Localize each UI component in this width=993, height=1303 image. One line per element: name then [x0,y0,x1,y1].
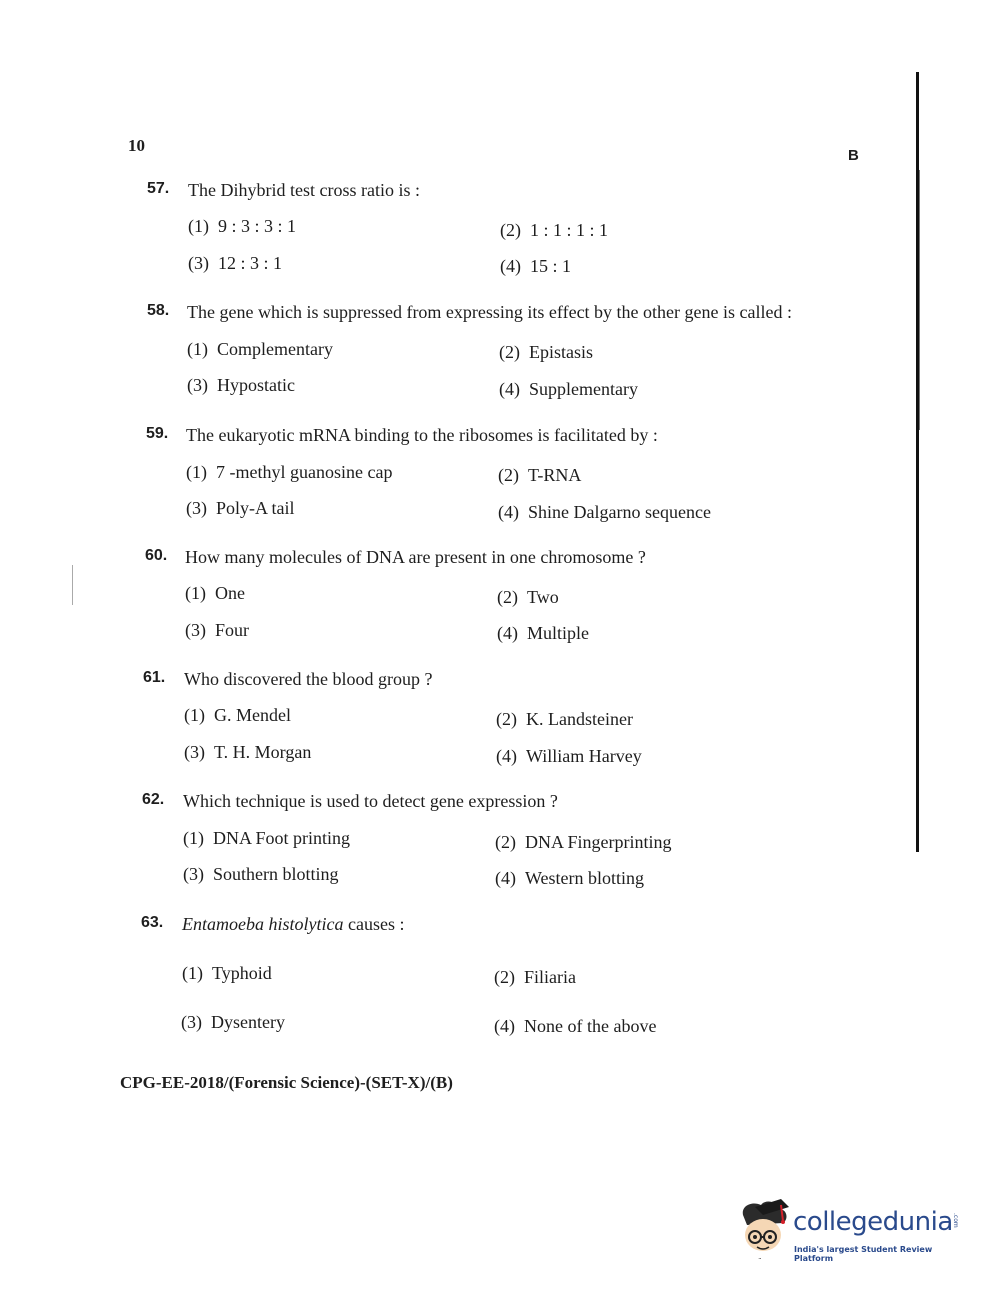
page-number: 10 [128,136,145,155]
option-text: Western blotting [525,868,645,888]
option-text: DNA Foot printing [213,828,351,848]
question-text [182,914,404,935]
option-text: Southern blotting [213,864,339,884]
option-1 [188,216,296,237]
option-2 [500,220,608,241]
collegedunia-logo [735,1195,965,1265]
option-number: (4) [500,256,521,276]
question-text: The gene which is suppressed from expressing its effect by the other gene is called : [187,302,792,322]
option-1 [183,828,350,849]
option-3 [183,864,339,885]
option-number: (1) [182,963,203,983]
option-number: (2) [500,220,521,240]
question-text: Who discovered the blood group ? [184,669,433,689]
option-text: T-RNA [528,465,582,485]
option-text: 15 : 1 [530,256,572,276]
question-text: How many molecules of DNA are present in one chromosome ? [185,547,646,567]
option-number: (3) [181,1012,202,1032]
question-number: 59. [146,425,169,442]
option-text: None of the above [524,1016,657,1036]
option-number: (4) [495,868,516,888]
option-number: (4) [497,623,518,643]
option-1 [186,462,392,483]
organism-name: Entamoeba histolytica [182,914,344,934]
option-number: (2) [499,342,520,362]
exam-code-footer: CPG-EE-2018/(Forensic Science)-(SET-X)/(B) [120,1073,453,1092]
margin-mark [72,565,73,605]
option-number: (1) [185,583,206,603]
option-number: (3) [184,742,205,762]
question-text-rest: causes : [343,914,405,934]
option-number: (2) [497,587,518,607]
option-number: (1) [188,216,209,236]
option-text: Four [215,620,250,640]
option-3 [186,498,295,519]
option-text: 12 : 3 : 1 [218,253,283,273]
option-text: Supplementary [529,379,638,399]
question-text: Which technique is used to detect gene expression ? [183,791,558,811]
option-3 [188,253,282,274]
option-text: 1 : 1 : 1 : 1 [530,220,609,240]
question-number: 61. [143,669,166,686]
option-text: Multiple [527,623,589,643]
option-number: (3) [186,498,207,518]
option-number: (1) [186,462,207,482]
option-2 [498,465,581,486]
option-number: (2) [498,465,519,485]
option-text: Two [527,587,559,607]
question-number: 62. [142,791,165,808]
option-number: (3) [183,864,204,884]
option-4 [500,256,571,277]
binding-edge-shadow [919,170,920,430]
option-2 [494,967,576,988]
question-number: 58. [147,302,170,319]
option-2 [497,587,559,608]
option-text: Dysentery [211,1012,285,1032]
mascot-icon [735,1195,793,1259]
option-text: William Harvey [526,746,642,766]
option-text: T. H. Morgan [214,742,312,762]
question-number: 57. [147,180,170,197]
option-1 [182,963,272,984]
option-number: (1) [184,705,205,725]
option-number: (1) [187,339,208,359]
option-2 [496,709,633,730]
option-text: Epistasis [529,342,594,362]
option-2 [499,342,593,363]
question-text: The eukaryotic mRNA binding to the ribosomes is facilitated by : [186,425,658,445]
option-1 [187,339,333,360]
option-1 [185,583,245,604]
option-number: (4) [499,379,520,399]
option-number: (4) [494,1016,515,1036]
option-text: G. Mendel [214,705,291,725]
option-number: (4) [498,502,519,522]
question-text: The Dihybrid test cross ratio is : [188,180,420,200]
question-number: 60. [145,547,168,564]
option-number: (2) [494,967,515,987]
option-3 [185,620,249,641]
option-number: (1) [183,828,204,848]
option-text: Hypostatic [217,375,295,395]
option-4 [498,502,711,523]
option-number: (3) [185,620,206,640]
option-3 [181,1012,285,1033]
option-number: (3) [188,253,209,273]
logo-tagline: India's largest Student Review Platform [794,1245,933,1263]
option-number: (4) [496,746,517,766]
logo-wordmark: collegedunia [793,1207,953,1237]
option-text: Shine Dalgarno sequence [528,502,711,522]
option-text: Complementary [217,339,333,359]
question-number: 63. [141,914,164,931]
option-text: Typhoid [212,963,272,983]
option-number: (2) [496,709,517,729]
option-4 [495,868,644,889]
option-3 [187,375,295,396]
option-number: (3) [187,375,208,395]
option-text: One [215,583,245,603]
option-4 [494,1016,656,1037]
option-text: 9 : 3 : 3 : 1 [218,216,297,236]
option-1 [184,705,291,726]
option-text: K. Landsteiner [526,709,633,729]
option-text: Filiaria [524,967,576,987]
option-text: Poly-A tail [216,498,295,518]
option-text: 7 -methyl guanosine cap [216,462,393,482]
option-2 [495,832,672,853]
option-text: DNA Fingerprinting [525,832,672,852]
logo-domain-suffix: .com [952,1213,959,1228]
option-number: (2) [495,832,516,852]
option-4 [497,623,589,644]
set-code: B [848,147,859,164]
option-4 [496,746,642,767]
option-3 [184,742,311,763]
option-4 [499,379,638,400]
